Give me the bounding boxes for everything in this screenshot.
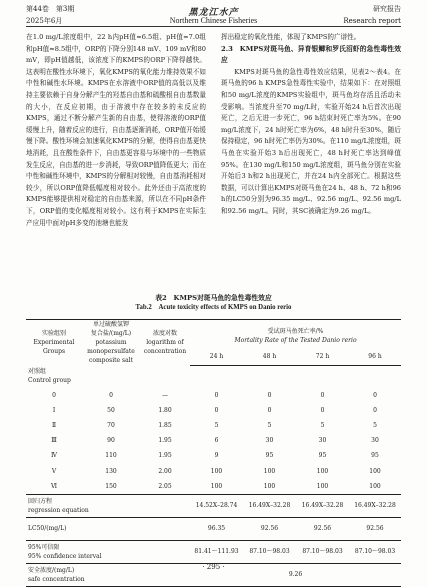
header-group: 实验组别 Experimental Groups [26,320,82,366]
header-rule [26,26,401,27]
toxicity-table [26,319,401,587]
header-24h: 24 h [190,349,243,366]
header-96h: 96 h [349,349,401,366]
header-concentration: 单过硫酸氢钾 复合盐/(mg/L) potassium monopersulfate composite salt [82,320,140,366]
table-caption-cn: 表2 KMPS对斑马鱼的急性毒性效应 [155,294,272,302]
header-48h: 48 h [243,349,296,366]
table-row: Ⅳ 110 1.95 9 95 95 95 [51,452,379,460]
header-log: 浓度对数 logarithm of concentration [140,320,190,366]
body-columns [26,32,401,290]
table-row: 对照组 Control group [28,368,71,385]
left-paragraph: 在1.0 mg/L浓度组中，22 h内pH值≈6.5组、pH值≈7.0组和pH值≈8.5组中，ORP的下降分别148 mV、109 mV和80 mV，即pH值越低，该浓度下的KMPS的ORP下降得越快。这表明在酸性水环境下，氧化KMPS的氧化能力维持效果不如中性和碱性水环境。KMPS在水溶液中ORP值的高低以及维持主要依赖于自身分解产生的羟基自由基和硫酸根自由基数量的大小，在反应初期，由于溶液中存在较多的未反应的KMPS，通过不断分解产生新的自由基，使得溶液的ORP值缓慢上升，随着反应的进行，自由基逐渐消耗，ORP值开始缓慢下降。酸性环境会加速氧化KMPS的分解，使得自由基更快地消耗，且在酸性条件下，自由基更容易与环境中的一些物质发生反应，自由基的进一步消耗，导致ORP值降低更大；而在中性和碱性环境中，KMPS的分解相对较慢，自由基消耗相对较少，所以ORP值降低幅度相对较小。此外还由于高浓度的KMPS能够提供相对稳定的自由基来源，所以在不同pH条件下，ORP值的变化幅度相对较小。这有利于KMPS在实际生产应用中面对pH多变的池塘也能发 [26,33,206,227]
table-row: Ⅱ 70 1.85 5 5 5 5 [51,421,377,429]
right-paragraph: KMPS对斑马鱼的急性毒性效应结果，见表2～表4。在斑马鱼的96 h KMPS急性毒性实验中，结果如下：在对照组和50 mg/L浓度的KMPS实验组中，斑马鱼均存活且活动未受影响。当浓度升至70 mg/L时，实验开始24 h后首次出现死亡，之后无进一步死亡，96 h结束时死亡率为5%。在90 mg/L浓度下，24 h时死亡率为6%，48 h时升至30%，随后保持稳定，96 h时死亡率仍为30%。在110 mg/L浓度组，斑马鱼在实验开始3 h后出现死亡，48 h时死亡率达到峰值95%。在130 mg/L和150 mg/L浓度组，斑马鱼分别在实验开始后3 h和2 h出现死亡，并在24 h内全部死亡。根据这些数据，可以计算出KMPS对斑马鱼在24 h、48 h、72 h和96 h的LC50分别为96.35 mg/L、92.56 mg/L、92.56 mg/L和92.56 mg/L。同时，其SC被确定为9.26 mg/L。 [221,67,401,215]
left-column [26,32,206,229]
table-row: 0 0 — 0 0 0 0 [52,391,377,399]
issue-date: 2025年6月 [26,17,63,25]
section-label-cn: 研究报告 [373,5,401,13]
regression-row: 回归方程 regression equation 14.52X–28.74 16.49X–32.28 16.49X–32.28 16.49X–32.28 [26,494,401,517]
lc50-row: LC50/(mg/L) 96.35 92.56 92.56 92.56 [26,517,401,540]
section-heading: 2.3 KMPS对斑马鱼、异育银鲫和罗氏沼虾的急性毒性效应 [221,44,401,65]
journal-title-en: Northern Chinese Fisheries [169,16,258,25]
right-intro: 挥出稳定的氧化性能，体现了KMPS的广谱性。 [221,33,361,41]
safe-concentration-row: 安全浓度/(mg/L) safe concentration 9.26 [26,563,401,586]
table-row: Ⅰ 50 1.80 0 0 0 0 [52,406,377,414]
table-caption-en: Tab.2 Acute toxicity effects of KMPS on Danio rerio [135,304,292,311]
journal-title-cn: 黑龙江水产 [188,8,239,18]
section-label-en: Research report [343,17,401,25]
table-row: Ⅲ 90 1.95 6 30 30 30 [51,437,379,445]
volume-issue: 第44卷 第3期 [26,5,75,13]
table-row: Ⅴ 130 2.00 100 100 100 100 [51,467,381,475]
table-caption [26,293,401,313]
header-72h: 72 h [296,349,349,366]
right-column [221,32,401,218]
page-number: · 295 · [202,563,225,571]
ci-row: 95%可信限 95% confidence interval 81.41～111.93 87.10～98.03 87.10～98.03 87.10～98.03 [26,540,401,563]
table-row: Ⅵ 150 2.05 100 100 100 100 [26,479,401,495]
header-mortality: 受试斑马鱼死亡率/% Mortality Rate of the Tested Danio rerio [190,320,401,349]
